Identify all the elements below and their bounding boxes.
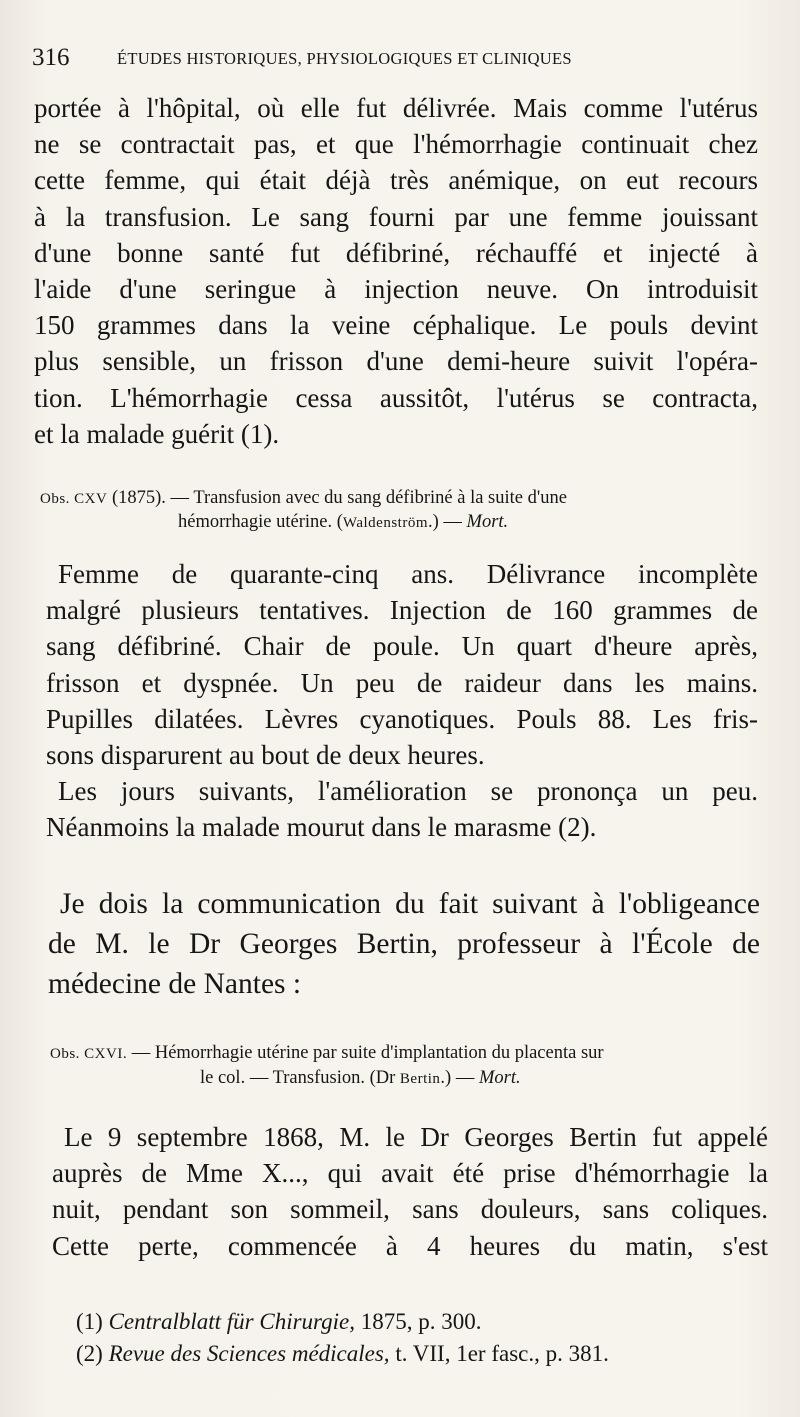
observation-heading-cxv-line2 [178,512,508,533]
footnote-2 [76,1338,609,1370]
paragraph-2 [46,556,758,773]
text-line: à la transfusion. Le sang fourni par une femme jouissant [34,201,758,232]
text-line: 150 grammes dans la veine céphalique. Le pouls devint [34,310,758,341]
observation-title: — Hémorrhagie utérine par suite d'implantation du placenta sur [131,1043,604,1063]
observation-outcome: Mort. [478,1068,521,1088]
observation-author: Bertin [399,1071,441,1087]
footnotes [76,1306,609,1370]
observation-heading-cxv [40,488,567,509]
text-line: Les jours suivants, l'amélioration se prononça un peu. [58,776,758,806]
observation-outcome: Mort. [466,512,509,532]
observation-label: Obs. CXV [40,491,108,507]
text-line: Cette perte, commencée à 4 heures du matin, s'est [52,1230,768,1261]
text-line: Pupilles dilatées. Lèvres cyanotiques. Pouls 88. Les fris- [46,703,758,734]
footnote-source: Centralblatt für Chirurgie, [108,1309,355,1334]
observation-sep: .) — [440,1068,475,1088]
running-title: ÉTUDES HISTORIQUES, PHYSIOLOGIQUES ET CLINIQUES [117,49,572,68]
observation-author: Waldenström [342,515,428,531]
text-line: et la malade guérit (1). [34,418,280,449]
footnote-mark: (1) [76,1309,103,1334]
observation-sep: .) — [428,512,462,532]
observation-title-cont: hémorrhagie utérine. ( [178,512,343,532]
text-line: l'aide d'une seringue à injection neuve. On introduisit [34,273,758,304]
text-line: malgré plusieurs tentatives. Injection de 160 grammes de [46,595,758,626]
footnote-source: Revue des Sciences médicales, [108,1341,390,1366]
text-line: ne se contractait pas, et que l'hémorrhagie continuait chez [34,129,758,160]
text-line: Le 9 septembre 1868, M. le Dr Georges Bertin fut appelé [64,1122,768,1152]
footnote-mark: (2) [76,1341,103,1366]
page-header [32,44,772,78]
footnote-details: t. VII, 1er fasc., p. 381. [395,1341,609,1366]
text-line: sons disparurent au bout de deux heures. [46,739,485,770]
paragraph-3 [46,773,758,845]
text-line: Femme de quarante-cinq ans. Délivrance incomplète [58,559,758,589]
text-line: auprès de Mme X..., qui avait été prise d'hémorrhagie la [52,1158,768,1189]
text-line: plus sensible, un frisson d'une demi-heure suivit l'opéra- [34,346,758,377]
text-line: Je dois la communication du fait suivant à l'obligeance [60,888,760,920]
observation-heading-cxvi-line2 [200,1068,521,1089]
observation-title-cont: le col. — Transfusion. (Dr [200,1068,396,1088]
text-line: d'une bonne santé fut défibriné, réchauffé et injecté à [34,237,758,268]
text-line: nuit, pendant son sommeil, sans douleurs, sans coliques. [52,1194,768,1225]
text-line: médecine de Nantes : [48,968,302,1000]
footnote-1 [76,1306,609,1338]
paragraph-1 [34,90,758,452]
observation-heading-cxvi [50,1043,604,1064]
text-line: frisson et dyspnée. Un peu de raideur dans les mains. [46,667,758,698]
text-line: portée à l'hôpital, où elle fut délivrée. Mais comme l'utérus [34,93,758,123]
footnote-details: 1875, p. 300. [360,1309,482,1334]
page-number: 316 [32,44,70,71]
observation-title: (1875). — Transfusion avec du sang défibriné à la suite d'une [111,488,567,508]
text-line: Néanmoins la malade mourut dans le marasme (2). [46,812,597,843]
paragraph-4 [48,884,760,1004]
paragraph-5 [52,1119,768,1264]
text-line: tion. L'hémorrhagie cessa aussitôt, l'utérus se contracta, [34,382,758,413]
text-line: de M. le Dr Georges Bertin, professeur à l'École de [48,928,760,960]
observation-label: Obs. CXVI. [50,1046,128,1062]
text-line: cette femme, qui était déjà très anémique, on eut recours [34,165,758,196]
text-line: sang défibriné. Chair de poule. Un quart d'heure après, [46,631,758,662]
